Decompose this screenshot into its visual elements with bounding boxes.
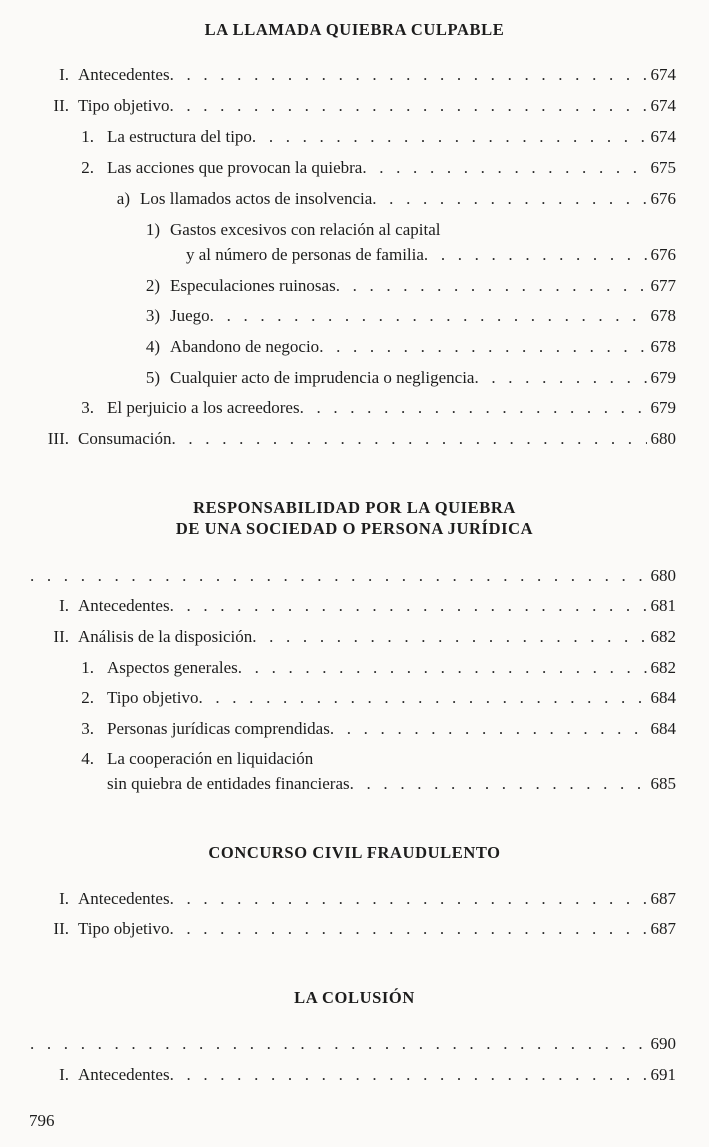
entry-number: I. [59,596,69,615]
entry-title: Análisis de la disposición [78,627,253,646]
page-number: 680 [650,566,676,585]
dot-leader [170,594,647,618]
dot-leader [238,656,647,680]
entry-title: Aspectos generales [107,658,238,677]
entry-title: La estructura del tipo [107,127,252,146]
dot-leader [169,94,646,118]
entry-number: 1. [81,658,94,677]
page-number: 676 [650,245,676,264]
toc-entry[interactable] [40,63,676,87]
toc-entry[interactable] [140,304,676,328]
dot-leader [30,564,647,588]
entry-title: Tipo objetivo [107,688,199,707]
entry-title: El perjuicio a los acreedores [107,398,300,417]
page-number: 682 [650,627,676,646]
entry-title: Las acciones que provocan la quiebra [107,158,363,177]
dot-leader [170,1063,647,1087]
toc-entry[interactable] [40,594,676,618]
page-number: 684 [650,688,676,707]
toc-entry[interactable] [140,335,676,359]
entry-title: Antecedentes [78,596,170,615]
entry-number: 3. [81,719,94,738]
entry-number: 4. [81,749,94,768]
dot-leader [362,156,646,180]
toc-entry[interactable] [40,1063,676,1087]
page-number: 685 [650,774,676,793]
page-number: 674 [650,65,676,84]
entry-title: Antecedentes [78,1065,170,1084]
entry-title: y al número de personas de familia [186,245,424,264]
toc-entry[interactable] [78,156,676,180]
dot-leader [210,304,647,328]
section-heading: LA COLUSIÓN [294,988,415,1007]
page-number: 690 [650,1034,676,1053]
entry-title: sin quiebra de entidades financieras [107,774,350,793]
entry-title: Antecedentes [78,889,170,908]
entry-number: 1. [81,127,94,146]
entry-title: Personas jurídicas comprendidas [107,719,330,738]
page-folio: 796 [29,1111,55,1130]
entry-title-first-line: La cooperación en liquidación [107,749,314,768]
toc-entry[interactable] [40,94,676,118]
toc-entry[interactable] [78,396,676,420]
toc-entry[interactable] [40,917,676,941]
dot-leader [30,1032,647,1056]
entry-title: Juego [170,306,210,325]
page-number: 676 [650,189,676,208]
page-number: 687 [650,889,676,908]
entry-number: 3) [145,306,160,325]
entry-number: 1) [145,220,160,239]
section-heading: DE UNA SOCIEDAD O PERSONA JURÍDICA [175,519,534,538]
dot-leader [350,772,647,796]
entry-number: I. [59,65,69,84]
toc-entry[interactable] [40,625,676,649]
dot-leader [319,335,646,359]
entry-number: 4) [145,337,160,356]
toc-entry[interactable] [140,366,676,390]
entry-title: Cualquier acto de imprudencia o negligencia [170,368,475,387]
toc-entry[interactable] [78,717,676,741]
toc-entry[interactable] [40,427,676,451]
entry-title: Tipo objetivo [78,96,170,115]
dot-leader [474,366,646,390]
section-heading: LA LLAMADA QUIEBRA CULPABLE [204,20,505,39]
toc-entry[interactable] [110,187,676,211]
toc-entry[interactable] [78,656,676,680]
entry-title: Los llamados actos de insolvencia [140,189,373,208]
entry-number: a) [116,189,130,208]
dot-leader [252,125,647,149]
toc-entry[interactable] [78,125,676,149]
entry-title-first-line: Gastos excesivos con relación al capital [170,220,441,239]
dot-leader [336,274,647,298]
entry-number: II. [53,96,69,115]
section-heading: RESPONSABILIDAD POR LA QUIEBRA [193,498,516,517]
toc-entry[interactable] [107,772,676,796]
page-number: 674 [650,96,676,115]
page-number: 691 [650,1065,676,1084]
page-number: 687 [650,919,676,938]
dot-leader [330,717,647,741]
entry-number: 5) [145,368,160,387]
dot-leader [198,686,646,710]
dot-leader [172,427,647,451]
page-number: 682 [650,658,676,677]
toc-entry[interactable] [30,1032,676,1056]
dot-leader [170,887,647,911]
page-number: 677 [650,276,676,295]
entry-number: II. [53,627,69,646]
entry-number: 3. [81,398,94,417]
entry-title: Tipo objetivo [78,919,170,938]
page-number: 680 [650,429,676,448]
entry-title: Consumación [78,429,172,448]
dot-leader [424,243,647,267]
page-number: 675 [650,158,676,177]
entry-number: III. [47,429,69,448]
toc-entry[interactable] [40,887,676,911]
entry-number: I. [59,889,69,908]
entry-title: Especulaciones ruinosas [170,276,336,295]
dot-leader [170,63,647,87]
dot-leader [372,187,646,211]
entry-number: 2. [81,158,94,177]
page-number: 679 [650,398,676,417]
page-number: 674 [650,127,676,146]
page-number: 681 [650,596,676,615]
toc-entry[interactable] [30,564,676,588]
entry-title: Abandono de negocio [170,337,320,356]
toc-entry[interactable] [186,243,676,267]
dot-leader [252,625,646,649]
page-number: 678 [650,337,676,356]
section-heading: CONCURSO CIVIL FRAUDULENTO [208,843,501,862]
page-number: 678 [650,306,676,325]
entry-number: 2. [81,688,94,707]
page-number: 684 [650,719,676,738]
toc-entry[interactable] [78,686,676,710]
entry-title: Antecedentes [78,65,170,84]
dot-leader [300,396,647,420]
entry-number: II. [53,919,69,938]
page-number: 679 [650,368,676,387]
entry-number: 2) [145,276,160,295]
toc-entry[interactable] [140,274,676,298]
entry-number: I. [59,1065,69,1084]
dot-leader [169,917,646,941]
